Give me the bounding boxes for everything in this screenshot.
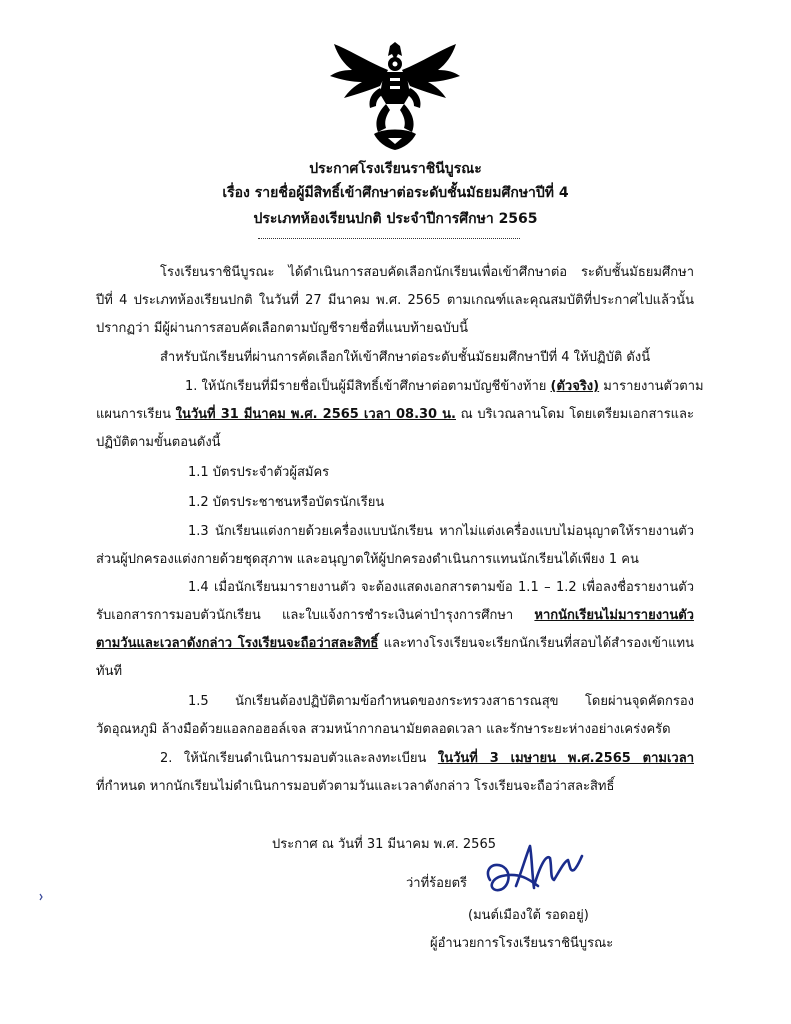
sub-item-1-4-text: รับเอกสารการมอบตัวนักเรียน และใบแจ้งการชำระเงินค่าบำรุงการศึกษา <box>96 608 535 623</box>
sub-item-1-4-line-3 <box>96 633 694 655</box>
sub-item-1-4-forfeit: ตามวันและเวลาดังกล่าว โรงเรียนจะถือว่าสละสิทธิ์ <box>96 636 379 651</box>
item-1-original-flag: (ตัวจริง) <box>550 379 600 394</box>
intro-line-2: ปีที่ 4 ประเภทห้องเรียนปกติ ในวันที่ 27 มีนาคม พ.ศ. 2565 ตามเกณฑ์และคุณสมบัติที่ประกาศไปแล้วนั้น <box>96 293 694 308</box>
dotted-separator <box>258 238 520 239</box>
sub-item-1-4-warning: หากนักเรียนไม่มารายงานตัว <box>534 608 694 623</box>
item-1-date-time: ในวันที่ 31 มีนาคม พ.ศ. 2565 เวลา 08.30 น. <box>175 407 456 422</box>
item-2-line-2: ที่กำหนด หากนักเรียนไม่ดำเนินการมอบตัวตามวันและเวลาดังกล่าว โรงเรียนจะถือว่าสละสิทธิ์ <box>96 779 615 794</box>
sub-item-1-5-line-1: 1.5 นักเรียนต้องปฏิบัติตามข้อกำหนดของกระทรวงสาธารณสุข โดยผ่านจุดคัดกรอง <box>188 694 694 709</box>
signatory-rank: ว่าที่ร้อยตรี <box>406 876 468 891</box>
stray-mark-icon <box>38 893 44 901</box>
garuda-emblem-icon <box>328 42 463 150</box>
item-1-text-a: 1. ให้นักเรียนที่มีรายชื่อเป็นผู้มีสิทธิ์เข้าศึกษาต่อตามบัญชีข้างท้าย <box>185 379 551 394</box>
signatory-position: ผู้อำนวยการโรงเรียนราชินีบูรณะ <box>430 936 614 951</box>
item-2-line-1 <box>160 748 694 770</box>
item-1-text-d: แผนการเรียน <box>96 407 176 422</box>
instruction-intro: สำหรับนักเรียนที่ผ่านการคัดเลือกให้เข้าศึกษาต่อระดับชั้นมัธยมศึกษาปีที่ 4 ให้ปฏิบัติ ดังนี้ <box>160 350 651 365</box>
item-1-line-3: ปฏิบัติตามขั้นตอนดังนี้ <box>96 435 221 450</box>
sub-item-1-2: 1.2 บัตรประชาชนหรือบัตรนักเรียน <box>188 495 385 510</box>
item-1-text-c: มารายงานตัวตาม <box>599 379 704 394</box>
item-2-text-a: 2. ให้นักเรียนดำเนินการมอบตัวและลงทะเบียน <box>160 751 438 766</box>
sub-item-1-3-line-2: ส่วนผู้ปกครองแต่งกายด้วยชุดสุภาพ และอนุญาตให้ผู้ปกครองดำเนินการแทนนักเรียนได้เพียง 1 คน <box>96 552 639 567</box>
sub-item-1-3-line-1: 1.3 นักเรียนแต่งกายด้วยเครื่องแบบนักเรียน หากไม่แต่งเครื่องแบบไม่อนุญาตให้รายงานตัว <box>188 524 694 539</box>
sub-item-1-5-line-2: วัดอุณหภูมิ ล้างมือด้วยแอลกอฮอล์เจล สวมหน้ากากอนามัยตลอดเวลา และรักษาระยะห่างอย่างเคร่งครัด <box>96 722 671 737</box>
item-1-line-2 <box>96 404 694 426</box>
sub-item-1-4-line-1: 1.4 เมื่อนักเรียนมารายงานตัว จะต้องแสดงเอกสารตามข้อ 1.1 – 1.2 เพื่อลงชื่อรายงานตัว <box>188 580 694 595</box>
title-line-2: เรื่อง รายชื่อผู้มีสิทธิ์เข้าศึกษาต่อระดับชั้นมัธยมศึกษาปีที่ 4 <box>222 185 569 201</box>
sub-item-1-4-line-4: ทันที <box>96 664 123 679</box>
item-1-text-f: ณ บริเวณลานโดม โดยเตรียมเอกสารและ <box>456 407 695 422</box>
item-1-line-1 <box>185 376 704 398</box>
announcement-date: ประกาศ ณ วันที่ 31 มีนาคม พ.ศ. 2565 <box>272 837 496 852</box>
intro-line-1: โรงเรียนราชินีบูรณะ ได้ดำเนินการสอบคัดเลือกนักเรียนเพื่อเข้าศึกษาต่อ ระดับชั้นมัธยมศึกษา <box>160 265 694 280</box>
title-line-3: ประเภทห้องเรียนปกติ ประจำปีการศึกษา 2565 <box>253 211 538 227</box>
signatory-name: (มนต์เมืองใต้ รอดอยู่) <box>468 908 589 923</box>
intro-line-3: ปรากฏว่า มีผู้ผ่านการสอบคัดเลือกตามบัญชีรายชื่อที่แนบท้ายฉบับนี้ <box>96 321 469 336</box>
sub-item-1-4-replace: และทางโรงเรียนจะเรียกนักเรียนที่สอบได้สำรองเข้าแทน <box>378 636 694 651</box>
item-2-date: ในวันที่ 3 เมษายน พ.ศ.2565 ตามเวลา <box>437 751 694 766</box>
sub-item-1-4-line-2 <box>96 605 694 627</box>
title-line-1: ประกาศโรงเรียนราชินีบูรณะ <box>309 161 482 177</box>
sub-item-1-1: 1.1 บัตรประจำตัวผู้สมัคร <box>188 465 330 480</box>
signature-icon <box>476 840 586 902</box>
